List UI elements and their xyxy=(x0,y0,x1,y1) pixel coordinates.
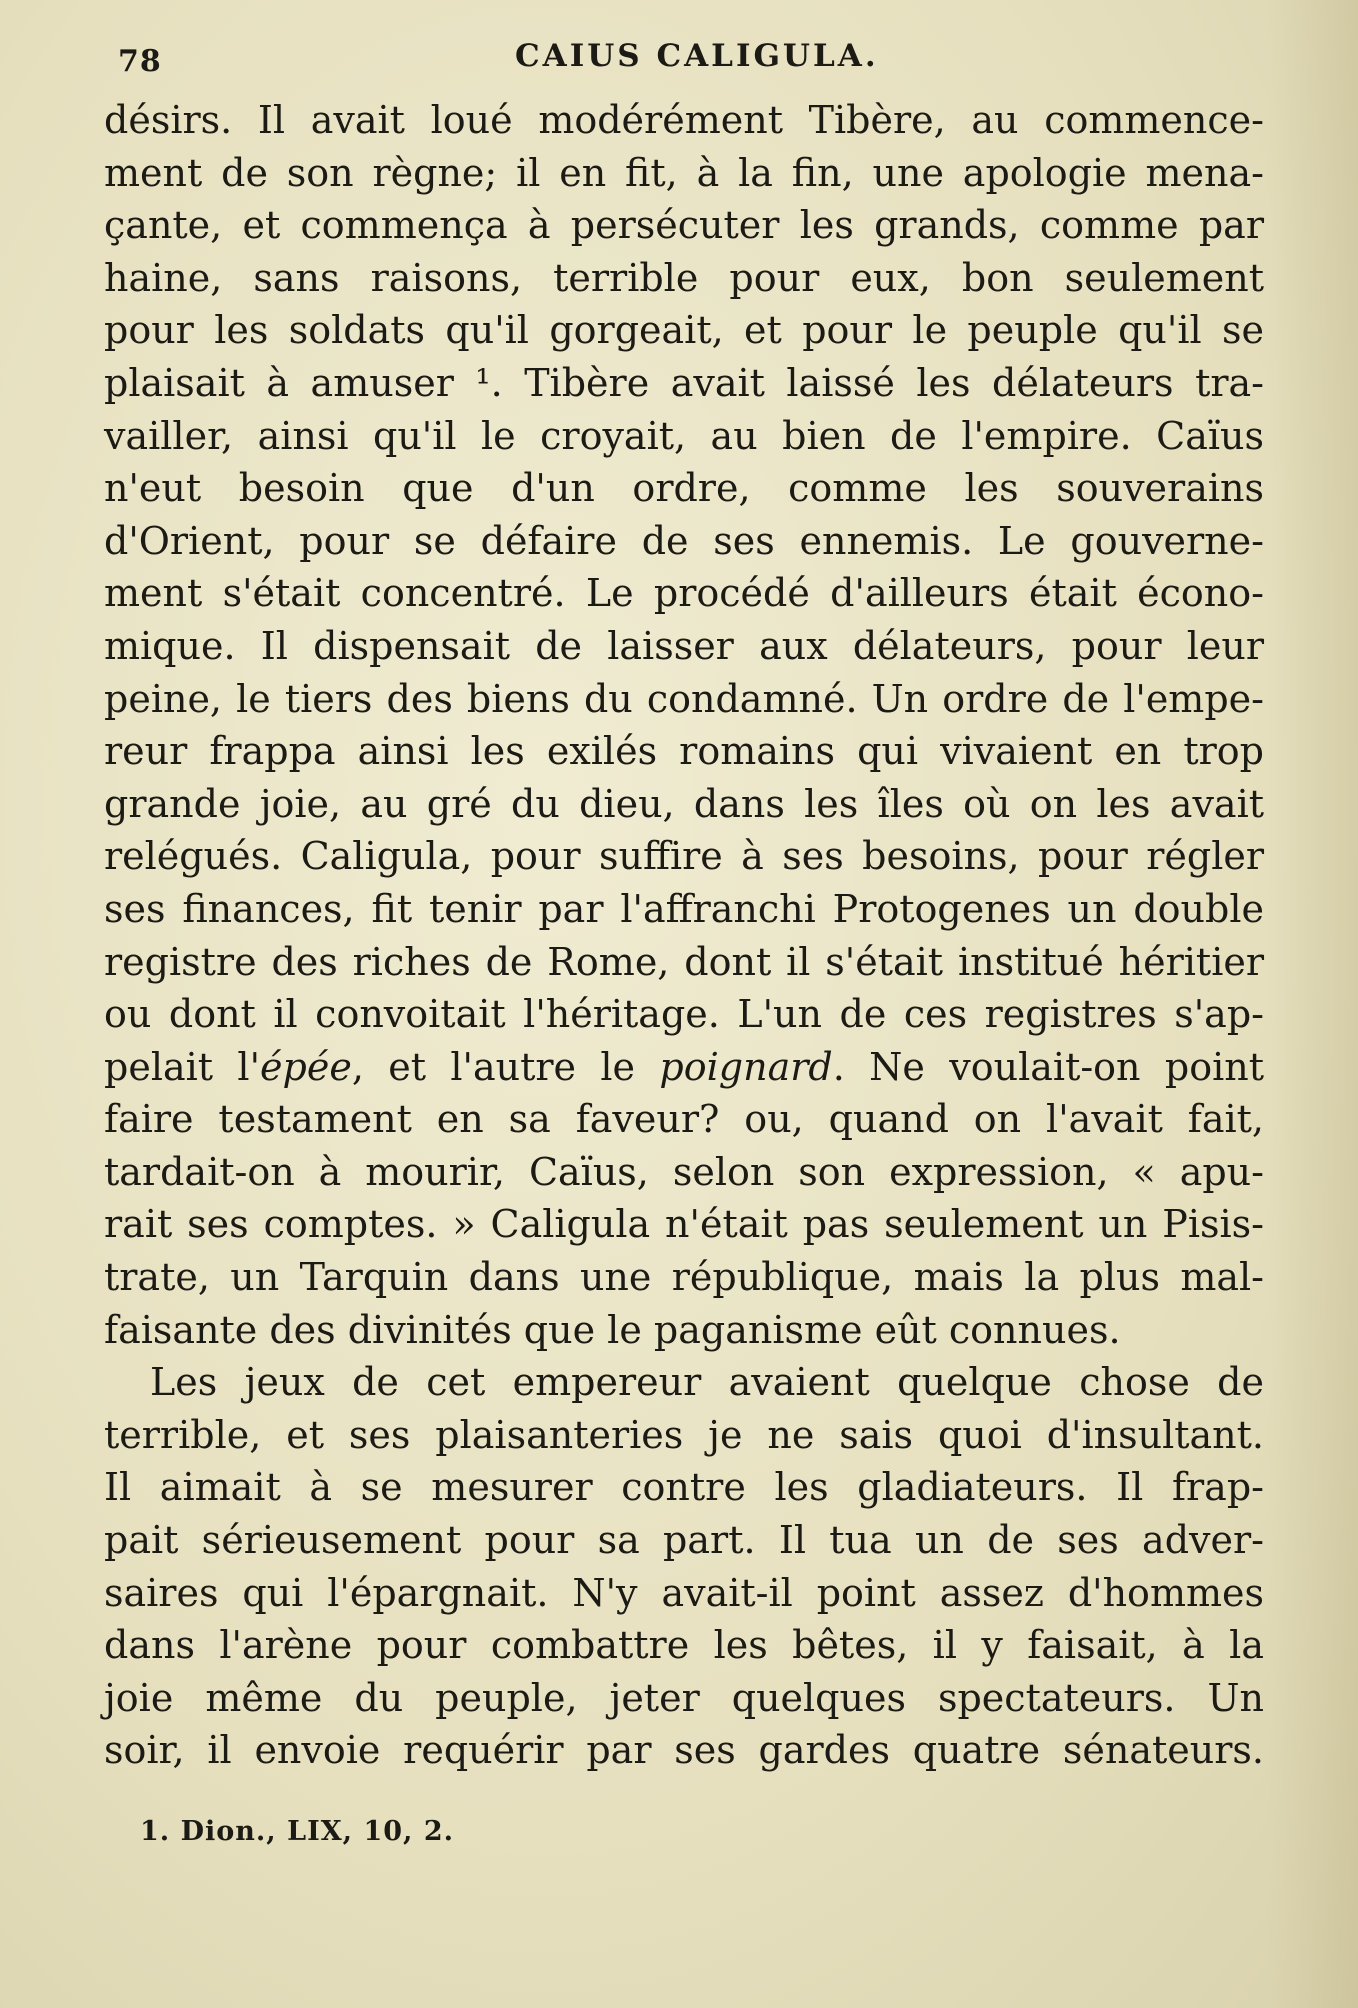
italic-word-poignard: poignard xyxy=(659,1044,833,1089)
text-line: n'eut besoin que d'un ordre, comme les souverains xyxy=(104,466,1264,511)
text-line: faisante des divinités que le paganisme eût connues. xyxy=(104,1307,1121,1352)
text-segment: . Ne voulait-on point xyxy=(832,1044,1264,1089)
text-line: plaisait à amuser ¹. Tibère avait laissé les délateurs tra- xyxy=(104,360,1264,405)
text-line: joie même du peuple, jeter quelques spectateurs. Un xyxy=(104,1675,1264,1720)
text-line-with-italics xyxy=(104,1041,1264,1094)
text-line: grande joie, au gré du dieu, dans les îles où on les avait xyxy=(104,781,1264,826)
text-line: d'Orient, pour se défaire de ses ennemis. Le gouverne- xyxy=(104,518,1264,563)
text-line: registre des riches de Rome, dont il s'était institué héritier xyxy=(104,939,1264,984)
text-line: terrible, et ses plaisanteries je ne sais quoi d'insultant. xyxy=(104,1412,1264,1457)
text-line: çante, et commença à persécuter les grands, comme par xyxy=(104,203,1264,248)
text-line: tardait-on à mourir, Caïus, selon son expression, « apu- xyxy=(104,1149,1264,1194)
text-line: soir, il envoie requérir par ses gardes quatre sénateurs. xyxy=(104,1728,1264,1773)
italic-word-epee: épée xyxy=(260,1044,352,1089)
text-line: Il aimait à se mesurer contre les gladiateurs. Il frap- xyxy=(104,1465,1264,1510)
text-line: rait ses comptes. » Caligula n'était pas seulement un Pisis- xyxy=(104,1202,1264,1247)
page-edge-shading xyxy=(1268,0,1358,2008)
text-segment: pelait l' xyxy=(104,1044,261,1089)
text-line: vailler, ainsi qu'il le croyait, au bien de l'empire. Caïus xyxy=(104,413,1264,458)
text-line: dans l'arène pour combattre les bêtes, il y faisait, à la xyxy=(104,1623,1264,1668)
text-line: ment de son règne; il en fit, à la fin, une apologie mena- xyxy=(104,150,1264,195)
page-number: 78 xyxy=(118,44,162,79)
text-line: ment s'était concentré. Le procédé d'ailleurs était écono- xyxy=(104,571,1264,616)
text-line: Les jeux de cet empereur avaient quelque chose de xyxy=(150,1360,1264,1405)
text-line: haine, sans raisons, terrible pour eux, bon seulement xyxy=(104,255,1264,300)
text-line: saires qui l'épargnait. N'y avait-il point assez d'hommes xyxy=(104,1570,1264,1615)
running-title: CAIUS CALIGULA. xyxy=(515,38,879,74)
text-segment: , et l'autre le xyxy=(351,1044,660,1089)
text-line: relégués. Caligula, pour suffire à ses besoins, pour régler xyxy=(104,834,1264,879)
text-line: ses finances, fit tenir par l'affranchi Protogenes un double xyxy=(104,886,1264,931)
text-line: peine, le tiers des biens du condamné. Un ordre de l'empe- xyxy=(104,676,1264,721)
text-line: trate, un Tarquin dans une république, mais la plus mal- xyxy=(104,1255,1264,1300)
text-line: pour les soldats qu'il gorgeait, et pour le peuple qu'il se xyxy=(104,308,1264,353)
text-line: pait sérieusement pour sa part. Il tua un de ses adver- xyxy=(104,1518,1264,1563)
text-line: ou dont il convoitait l'héritage. L'un de ces registres s'ap- xyxy=(104,992,1264,1037)
text-line: faire testament en sa faveur? ou, quand on l'avait fait, xyxy=(104,1097,1264,1142)
text-line: désirs. Il avait loué modérément Tibère, au commence- xyxy=(104,98,1264,142)
text-line: mique. Il dispensait de laisser aux délateurs, pour leur xyxy=(104,623,1264,668)
footnote: 1. Dion., LIX, 10, 2. xyxy=(140,1816,455,1847)
text-line: reur frappa ainsi les exilés romains qui vivaient en trop xyxy=(104,729,1264,774)
body-text xyxy=(104,94,1264,1777)
